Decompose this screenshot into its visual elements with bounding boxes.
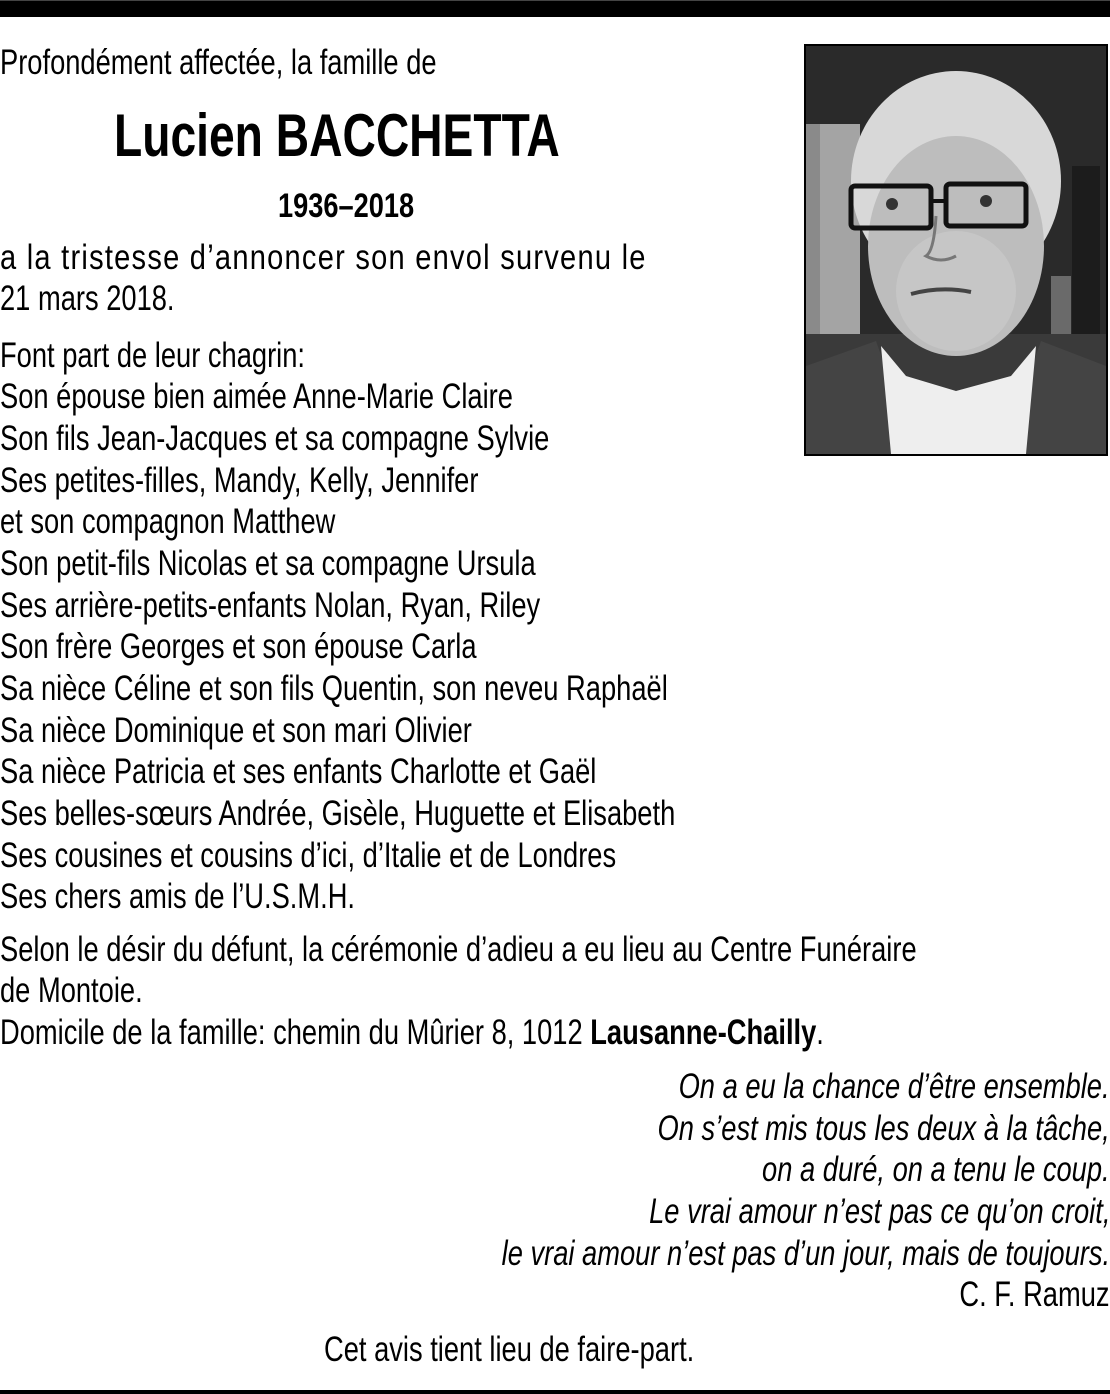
quote-line: le vrai amour n’est pas d’un jour, mais de toujours. bbox=[501, 1234, 1110, 1273]
address-suffix: . bbox=[816, 1013, 824, 1052]
life-years: 1936–2018 bbox=[278, 187, 415, 225]
mourner-line: Ses belles-sœurs Andrée, Gisèle, Huguette et Elisabeth bbox=[0, 794, 676, 833]
mourner-line: Ses chers amis de l’U.S.M.H. bbox=[0, 877, 355, 916]
top-rule bbox=[0, 0, 1110, 17]
ceremony-line: Selon le désir du défunt, la cérémonie d’adieu a eu lieu au Centre Funéraire bbox=[0, 930, 917, 969]
mourner-line: Ses cousines et cousins d’ici, d’Italie et de Londres bbox=[0, 836, 617, 875]
mourner-line: Sa nièce Dominique et son mari Olivier bbox=[0, 711, 472, 750]
closing-note: Cet avis tient lieu de faire-part. bbox=[324, 1330, 695, 1369]
announcement-line: a la tristesse d’annoncer son envol survenu le bbox=[0, 238, 647, 277]
mourner-line: Ses petites-filles, Mandy, Kelly, Jennifer bbox=[0, 461, 479, 500]
quote-line: Le vrai amour n’est pas ce qu’on croit, bbox=[648, 1192, 1110, 1231]
mourner-line: et son compagnon Matthew bbox=[0, 502, 336, 541]
mourner-line: Son petit-fils Nicolas et sa compagne Ursula bbox=[0, 544, 536, 583]
announcement-line: 21 mars 2018. bbox=[0, 279, 175, 318]
portrait-photo bbox=[804, 44, 1108, 456]
quote-author: C. F. Ramuz bbox=[959, 1275, 1110, 1314]
deceased-name: Lucien BACCHETTA bbox=[114, 102, 560, 169]
address-text: Domicile de la famille: chemin du Mûrier 8, 1012 bbox=[0, 1013, 591, 1052]
intro-text: Profondément affectée, la famille de bbox=[0, 43, 437, 82]
bottom-rule bbox=[0, 1390, 1110, 1394]
mourner-line: Sa nièce Patricia et ses enfants Charlotte et Gaël bbox=[0, 752, 597, 791]
mourners-heading: Font part de leur chagrin: bbox=[0, 336, 306, 375]
mourner-line: Ses arrière-petits-enfants Nolan, Ryan, Riley bbox=[0, 586, 541, 625]
address-city: Lausanne-Chailly bbox=[590, 1013, 817, 1052]
mourner-line: Son frère Georges et son épouse Carla bbox=[0, 627, 477, 666]
book-spine bbox=[1072, 166, 1100, 336]
ceremony-line: de Montoie. bbox=[0, 971, 143, 1010]
mourner-line: Son épouse bien aimée Anne-Marie Claire bbox=[0, 377, 513, 416]
family-address bbox=[0, 1013, 824, 1053]
mourner-line: Son fils Jean-Jacques et sa compagne Sylvie bbox=[0, 419, 550, 458]
quote-line: On a eu la chance d’être ensemble. bbox=[678, 1067, 1110, 1106]
quote-line: On s’est mis tous les deux à la tâche, bbox=[657, 1109, 1110, 1148]
quote-line: on a duré, on a tenu le coup. bbox=[762, 1150, 1110, 1189]
portrait-illustration bbox=[806, 46, 1106, 454]
mourner-line: Sa nièce Céline et son fils Quentin, son neveu Raphaël bbox=[0, 669, 668, 708]
